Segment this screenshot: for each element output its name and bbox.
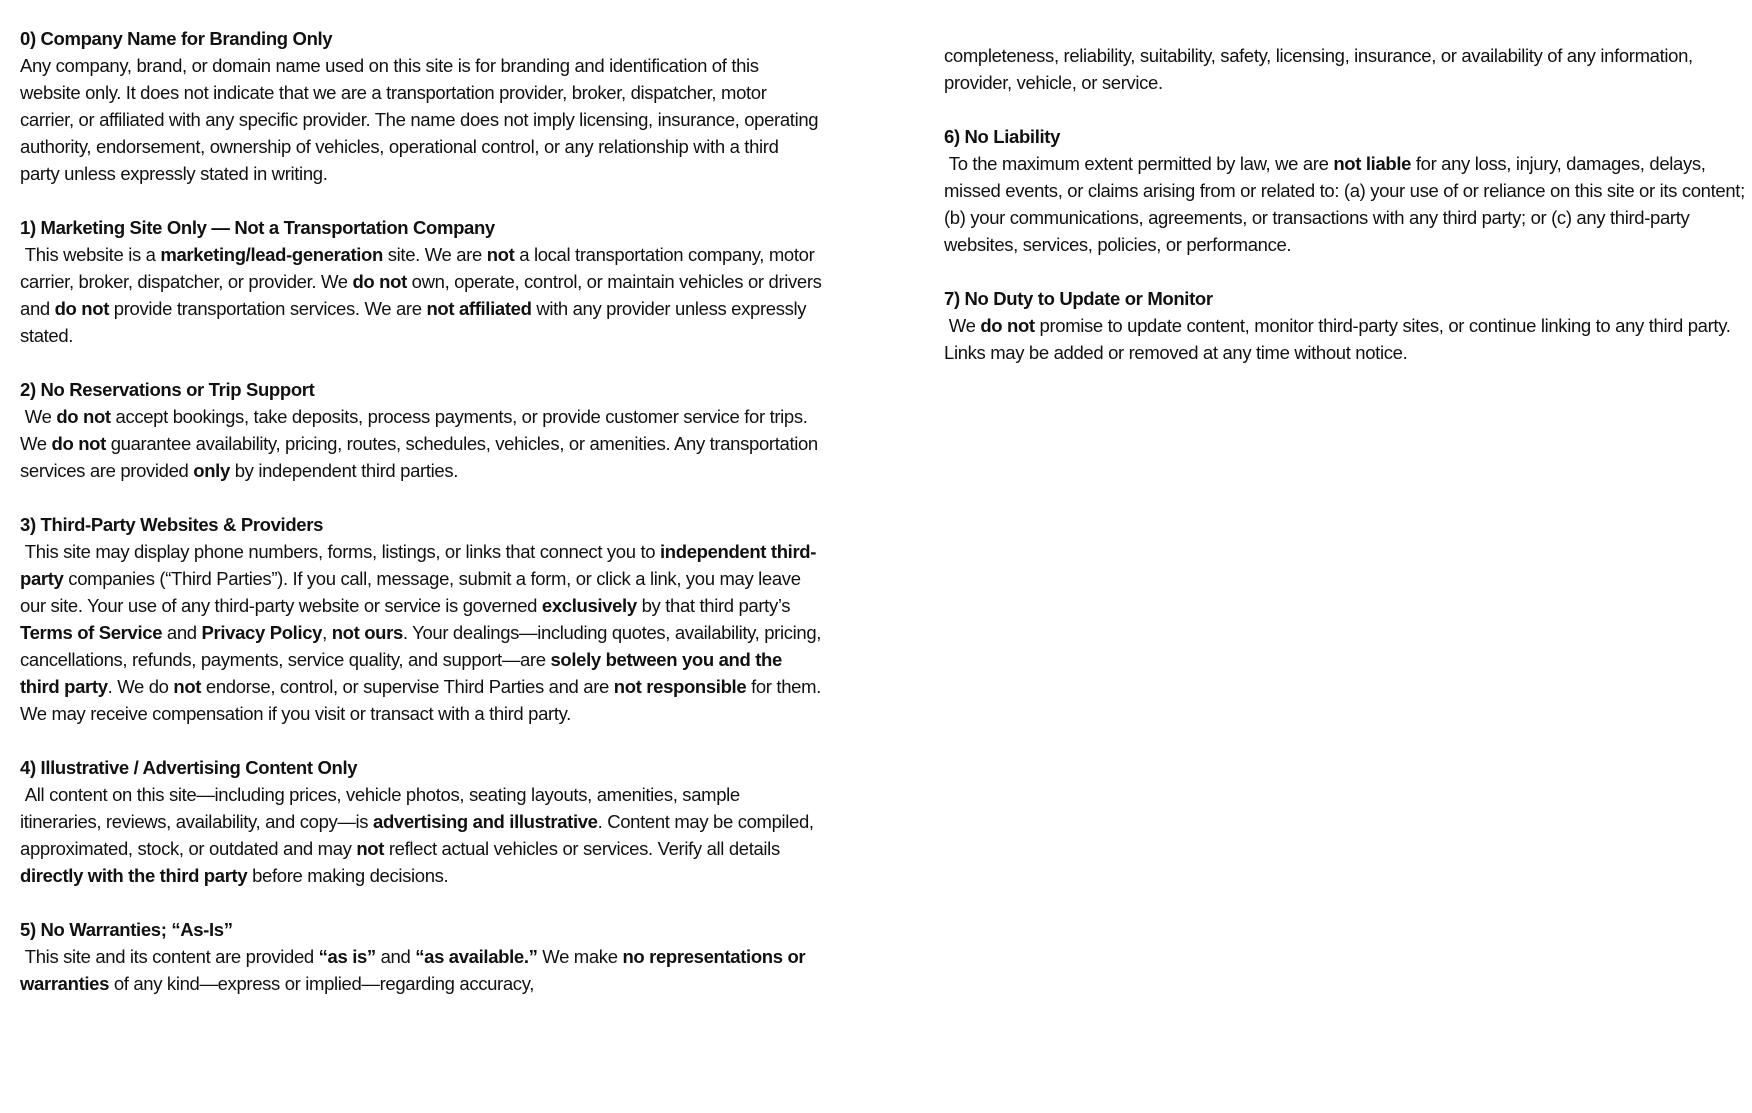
section-heading: 1) Marketing Site Only — Not a Transportation Company (20, 217, 495, 238)
section-paragraph: We do not accept bookings, take deposits, process payments, or provide customer service for trips. We do not guarantee availability, pricing, routes, schedules, vehicles, or amenities. Any transportation services are provided only by independent third parties. (20, 406, 823, 481)
section-heading: 3) Third-Party Websites & Providers (20, 514, 324, 535)
section-heading: 7) No Duty to Update or Monitor (944, 288, 1213, 309)
section-heading: 6) No Liability (944, 126, 1061, 147)
section-0-company-name-for-branding-only (20, 25, 822, 187)
section-heading: 5) No Warranties; “As-Is” (20, 919, 233, 940)
section-paragraph: This site and its content are provided “as is” and “as available.” We make no representations or warranties of any kind—express or implied—regarding accuracy, (20, 946, 811, 994)
document-column-left (20, 25, 827, 1024)
section-heading: 0) Company Name for Branding Only (20, 28, 333, 49)
section-paragraph: completeness, reliability, suitability, safety, licensing, insurance, or availability of any information, provider, vehicle, or service. (944, 45, 1698, 93)
section-5-no-warranties-as-is (20, 916, 822, 997)
section-3-third-party-websites-and-providers (20, 511, 826, 727)
section-heading: 2) No Reservations or Trip Support (20, 379, 315, 400)
section-paragraph: To the maximum extent permitted by law, we are not liable for any loss, injury, damages, delays, missed events, or claims arising from or related to: (a) your use of or reliance on this site or its content; (b) your communications, agreements, or transactions with any third party; or (c) any third-party websites, services, policies, or performance. (944, 153, 1750, 255)
section-paragraph: This website is a marketing/lead-generation site. We are not a local transportation company, motor carrier, broker, dispatcher, or provider. We do not own, operate, control, or maintain vehicles or drivers and do not provide transportation services. We are not affiliated with any provider unless expressly stated. (20, 244, 827, 346)
section-heading: 4) Illustrative / Advertising Content Only (20, 757, 358, 778)
section-4-illustrative-advertising-content-only (20, 754, 822, 889)
document-column-right (944, 25, 1750, 393)
section-5-no-warranties-continuation (944, 42, 1746, 96)
section-1-marketing-site-only (20, 214, 827, 349)
section-paragraph: We do not promise to update content, monitor third-party sites, or continue linking to any third party. Links may be added or removed at any time without notice. (944, 315, 1736, 363)
section-7-no-duty-to-update-or-monitor (944, 285, 1746, 366)
section-paragraph: Any company, brand, or domain name used on this site is for branding and identification of this website only. It does not indicate that we are a transportation provider, broker, dispatcher, motor carrier, or affiliated with any specific provider. The name does not imply licensing, insurance, operating authority, endorsement, ownership of vehicles, operational control, or any relationship with a third party unless expressly stated in writing. (20, 55, 824, 184)
section-2-no-reservations-or-trip-support (20, 376, 822, 484)
section-paragraph: All content on this site—including prices, vehicle photos, seating layouts, amenities, sample itineraries, reviews, availability, and copy—is advertising and illustrative. Content may be compiled, approximated, stock, or outdated and may not reflect actual vehicles or services. Verify all details directly with the third party before making decisions. (20, 784, 819, 886)
section-6-no-liability (944, 123, 1750, 258)
section-paragraph: This site may display phone numbers, forms, listings, or links that connect you to independent third-party companies (“Third Parties”). If you call, message, submit a form, or click a link, you may leave our site. Your use of any third-party website or service is governed exclusively by that third party’s Terms of Service and Privacy Policy, not ours. Your dealings—including quotes, availability, pricing, cancellations, refunds, payments, service quality, and support—are solely between you and the third party. We do not endorse, control, or supervise Third Parties and are not responsible for them. We may receive compensation if you visit or transact with a third party. (20, 541, 826, 724)
